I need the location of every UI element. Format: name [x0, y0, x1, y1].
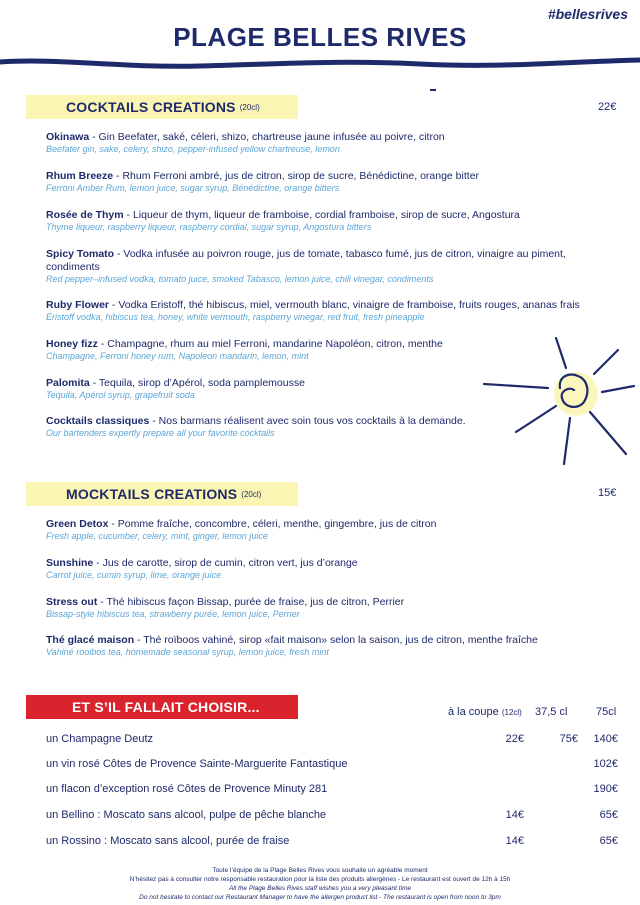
- col-coupe: à la coupe (12cl): [448, 706, 522, 718]
- menu-item: [46, 209, 606, 233]
- item-description: - Tequila, sirop d’Apérol, soda pamplemousse: [89, 377, 305, 389]
- menu-item: [46, 634, 606, 658]
- item-name: Rosée de Thym: [46, 209, 124, 221]
- mocktails-price: 15€: [598, 487, 617, 499]
- item-description: - Pomme fraîche, concombre, céleri, menthe, gingembre, jus de citron: [108, 518, 437, 530]
- wine-name: un flacon d’exception rosé Côtes de Provence Minuty 281: [46, 783, 328, 795]
- item-translation: Tequila, Apérol syrup, grapefruit soda: [46, 390, 195, 400]
- wine-row: [46, 835, 626, 851]
- price-coupe: 14€: [505, 809, 524, 821]
- item-name: Cocktails classiques: [46, 415, 150, 427]
- item-translation: Thyme liqueur, raspberry liqueur, raspberry cordial, sugar syrup, Angostura bitters: [46, 222, 372, 232]
- item-translation: Eristoff vodka, hibiscus tea, honey, white vermouth, raspberry vinegar, red fruit, fresh pineapple: [46, 312, 425, 322]
- price-75: 102€: [593, 758, 618, 770]
- item-description: - Champagne, rhum au miel Ferroni, mandarine Napoléon, citron, menthe: [97, 338, 443, 350]
- item-name: Palomita: [46, 377, 90, 389]
- wave-divider: [0, 52, 640, 92]
- menu-item: [46, 248, 606, 285]
- mocktails-volume: (20cl): [241, 489, 262, 499]
- footer-line: Toute l’équipe de la Plage Belles Rives vous souhaite un agréable moment: [212, 867, 428, 874]
- item-description: - Jus de carotte, sirop de cumin, citron vert, jus d’orange: [93, 557, 358, 569]
- wine-name: un Rossino : Moscato sans alcool, purée de fraise: [46, 835, 290, 847]
- mocktails-title: MOCKTAILS CREATIONS: [66, 486, 238, 502]
- item-name: Thé glacé maison: [46, 634, 135, 646]
- item-name: Green Detox: [46, 518, 109, 530]
- cocktails-price: 22€: [598, 101, 617, 113]
- wine-row: [46, 783, 626, 799]
- item-translation: Our bartenders expertly prepare all your favorite cocktails: [46, 428, 275, 438]
- item-translation: Carrot juice, cumin syrup, lime, orange juice: [46, 570, 222, 580]
- item-translation: Ferroni Amber Rum, lemon juice, sugar syrup, Bénédictine, orange bitters: [46, 183, 340, 193]
- choisir-banner: [26, 695, 298, 719]
- wine-row: [46, 733, 626, 749]
- item-description: - Rhum Ferroni ambré, jus de citron, sirop de sucre, Bénédictine, orange bitter: [113, 170, 480, 182]
- item-translation: Bissap-style hibiscus tea, strawberry purée, lemon juice, Perrier: [46, 609, 300, 619]
- item-name: Stress out: [46, 596, 98, 608]
- item-description: - Liqueur de thym, liqueur de framboise, cordial framboise, sirop de sucre, Angostura: [123, 209, 520, 221]
- item-description: - Gin Beefater, saké, céleri, shizo, chartreuse jaune infusée au poivre, citron: [89, 131, 445, 143]
- wine-row: [46, 809, 626, 825]
- price-75: 65€: [599, 835, 618, 847]
- menu-item: [46, 596, 606, 620]
- item-name: Okinawa: [46, 131, 90, 143]
- choisir-title: ET S’IL FALLAIT CHOISIR...: [72, 699, 260, 715]
- price-375: 75€: [559, 733, 578, 745]
- page-title: PLAGE BELLES RIVES: [173, 22, 467, 52]
- footer-line: All the Plage Belles Rives staff wishes you a very pleasant time: [228, 885, 412, 892]
- item-name: Spicy Tomato: [46, 248, 115, 260]
- price-coupe: 14€: [505, 835, 524, 847]
- item-translation: Vahiné rooibos tea, homemade seasonal syrup, lemon juice, fresh mint: [46, 647, 329, 657]
- item-translation: Red pepper–infused vodka, tomato juice, smoked Tabasco, lemon juice, chili vinegar, condiments: [46, 274, 434, 284]
- footer-line: Do not hesitate to contact our Restaurant Manager to have the allergen product list - The restaurant is open from noon to 3pm: [139, 894, 501, 901]
- col-75: 75cl: [596, 706, 617, 718]
- cocktails-volume: (20cl): [239, 102, 260, 112]
- price-75: 140€: [593, 733, 618, 745]
- price-coupe: 22€: [505, 733, 524, 745]
- wine-name: un Champagne Deutz: [46, 733, 154, 745]
- menu-item: [46, 518, 606, 542]
- item-description: - Nos barmans réalisent avec soin tous vos cocktails à la demande.: [149, 415, 466, 427]
- menu-item: [46, 299, 606, 323]
- item-translation: Beefater gin, sake, celery, shizo, pepper-infused yellow chartreuse, lemon: [46, 144, 340, 154]
- item-name: Rhum Breeze: [46, 170, 114, 182]
- item-name: Honey fizz: [46, 338, 98, 350]
- item-translation: Champagne, Ferroni honey rum, Napoleon mandarin, lemon, mint: [46, 351, 309, 361]
- menu-item: [46, 131, 606, 155]
- menu-item: [46, 170, 606, 194]
- item-name: Sunshine: [46, 557, 94, 569]
- sun-illustration: [478, 336, 638, 466]
- wine-name: un Bellino : Moscato sans alcool, pulpe de pêche blanche: [46, 809, 327, 821]
- footer: [0, 866, 640, 902]
- item-description: - Thé roïboos vahiné, sirop «fait maison» selon la saison, jus de citron, menthe fraîche: [134, 634, 538, 646]
- mocktails-banner: [26, 482, 298, 506]
- cocktails-title: COCKTAILS CREATIONS: [66, 99, 236, 115]
- price-75: 190€: [593, 783, 618, 795]
- hashtag: #bellesrives: [547, 6, 628, 22]
- col-375: 37,5 cl: [535, 706, 568, 718]
- item-description: - Thé hibiscus façon Bissap, purée de fraise, jus de citron, Perrier: [97, 596, 405, 608]
- item-translation: Fresh apple, cucumber, celery, mint, ginger, lemon juice: [46, 531, 268, 541]
- cocktails-banner: [26, 95, 298, 119]
- item-description: - Vodka Eristoff, thé hibiscus, miel, vermouth blanc, vinaigre de framboise, fruits rouges, ananas frais: [109, 299, 580, 311]
- wine-name: un vin rosé Côtes de Provence Sainte-Marguerite Fantastique: [46, 758, 348, 770]
- item-description: - Vodka infusée au poivron rouge, jus de tomate, tabasco fumé, jus de citron, vinaigre au piment, condiments: [46, 248, 566, 273]
- wine-row: [46, 758, 626, 774]
- footer-line: N’hésitez pas à consulter notre responsable restauration pour la liste des produits allergènes - Le restaurant est ouvert de 12h à 15h: [129, 876, 511, 883]
- menu-item: [46, 557, 606, 581]
- price-75: 65€: [599, 809, 618, 821]
- item-name: Ruby Flower: [46, 299, 110, 311]
